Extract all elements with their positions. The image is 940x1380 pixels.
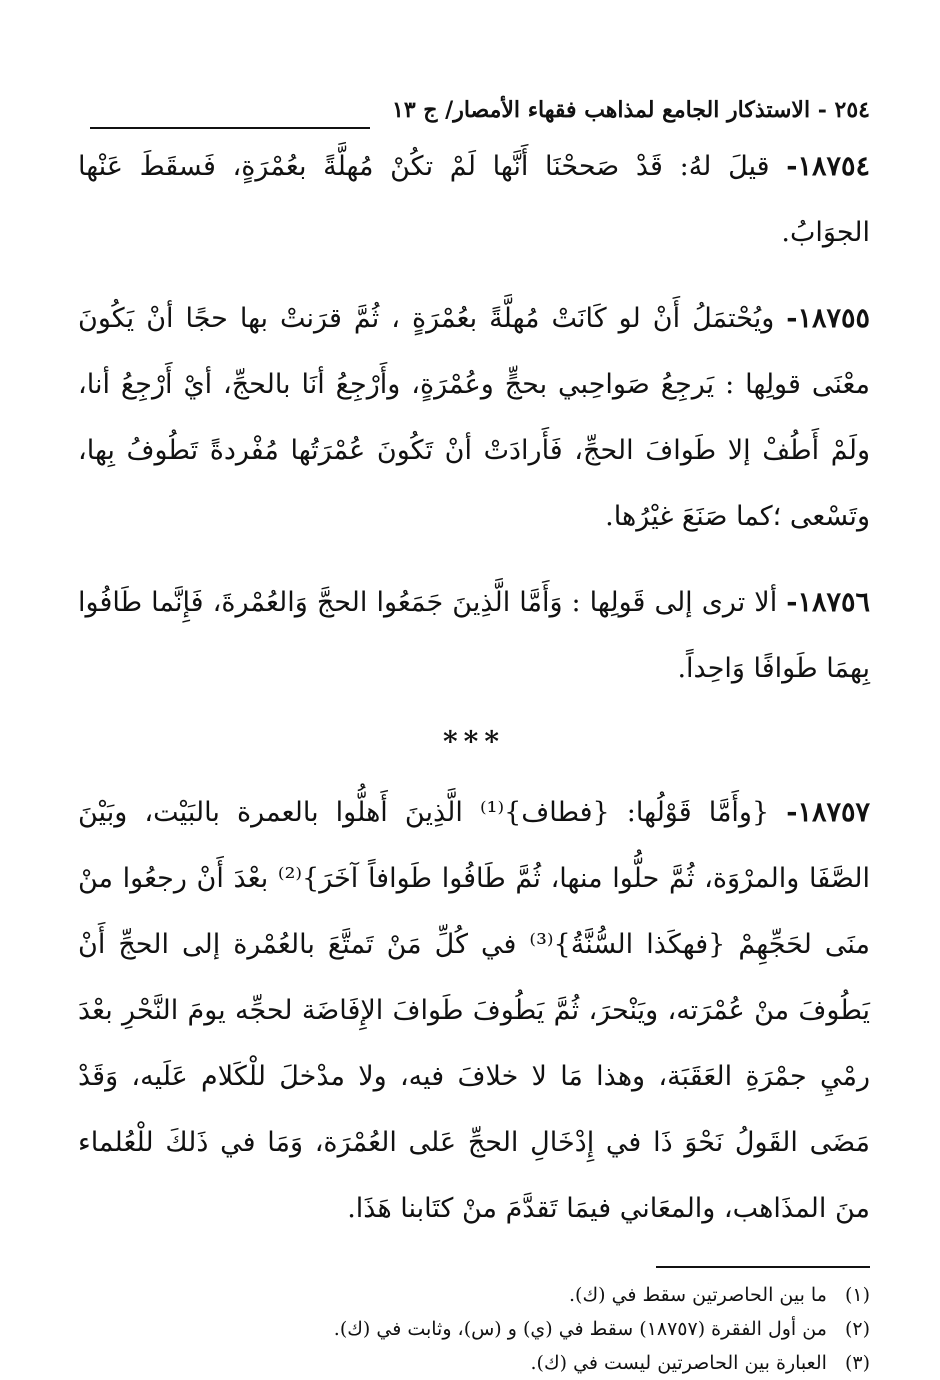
page: [78, 88, 870, 1374]
footnote-number: (٢): [844, 1318, 870, 1340]
paragraph-number: ١٨٧٥٤-: [786, 151, 870, 182]
running-header: [78, 88, 870, 134]
paragraph-text: {وأَمَّا قَوْلُها: {فطاف}⁽¹⁾ الَّذِينَ أَهلُّوا بالعمرة بالبَيْت، وبَيْنَ الصَّفَا والمرْوَة، ثُمَّ حلُّوا منها، ثُمَّ طَافُوا طَوافاً آخَرَ}⁽²⁾ بعْدَ أَنْ رجعُوا منْ منَى لحَجِّهِمْ {فهكَذا السُّنَّةُ}⁽³⁾ في كُلِّ مَنْ تَمتَّعَ بالعُمْرة إلى الحجِّ أَنْ يَطُوفَ منْ عُمْرَته، ويَنْحرَ، ثُمَّ يَطُوفَ طَوافَ الإِفَاضَة لحجِّه يومَ النَّحْرِ بعْدَ رمْيِ جمْرَةِ العَقَبَة، وهذا مَا لا خلافَ فيه، ولا مدْخلَ للْكَلام عَلَيه، وَقَدْ مَضَى القَولُ نَحْوَ ذَا في إِدْخَالِ الحجِّ عَلى العُمْرَة، وَمَا في ذَلكَ للْعُلماء منَ المذَاهب، والمعَاني فيمَا تَقدَّمَ منْ كتَابنا هَذَا.: [78, 797, 870, 1224]
header-title: ٢٥٤ - الاستذكار الجامع لمذاهب فقهاء الأمصار/ ج ١٣: [392, 97, 870, 123]
paragraph-number: ١٨٧٥٦-: [786, 587, 870, 618]
paragraph-text: ويُحْتمَلُ أَنْ لو كَانَتْ مُهلَّةً بعُمْرَةٍ ، ثُمَّ قرَنتْ بها حجًا أنْ يَكُونَ معْنَى قولِها : يَرجِعُ صَواحِبي بحجٍّ وعُمْرَةٍ، وأَرْجِعُ أنَا بالحجِّ، أيْ أَرْجِعُ أنا، ولَمْ أَطُفْ إلا طَوافَ الحجِّ، فَأَرادَتْ أنْ تَكُونَ عُمْرَتُها مُفْردةً تَطُوفُ بِها، وتَسْعى ؛كما صَنَعَ غيْرُها.: [78, 303, 870, 532]
section-separator: ***: [443, 725, 505, 758]
footnote-2: [78, 1312, 870, 1346]
footnote-number: (١): [844, 1284, 870, 1306]
paragraph-18756: [78, 570, 870, 702]
paragraph-18754: [78, 134, 870, 266]
footnotes: [78, 1278, 870, 1380]
paragraph-18757: [78, 780, 870, 1242]
footnotes-divider: [656, 1266, 870, 1268]
footnote-number: (٣): [844, 1352, 870, 1374]
paragraph-text: ألا ترى إلى قَولِها : وَأَمَّا الَّذِينَ جَمَعُوا الحجَّ وَالعُمْرةَ، فَإِنَّما طَافُوا بِهمَا طَوافًا وَاحِداً.: [78, 587, 870, 684]
footnote-text: من أول الفقرة (١٨٧٥٧) سقط في (ي) و (س)، وثابت في (ك).: [333, 1318, 827, 1340]
footnotes-divider-wrap: [78, 1262, 870, 1278]
paragraph-18755: [78, 286, 870, 550]
footnote-3: [78, 1346, 870, 1380]
footnote-1: [78, 1278, 870, 1312]
paragraph-number: ١٨٧٥٧-: [786, 797, 870, 828]
paragraph-number: ١٨٧٥٥-: [786, 303, 870, 334]
header-rule: [90, 127, 370, 129]
paragraph-text: قيلَ لهُ: قَدْ صَححْنَا أَنَّها لَمْ تكُنْ مُهلَّةً بعُمْرَةٍ، فَسقَطَ عَنْها الجوَابُ.: [78, 151, 870, 248]
footnote-text: العبارة بين الحاصرتين ليست في (ك).: [530, 1352, 827, 1374]
footnote-text: ما بين الحاصرتين سقط في (ك).: [569, 1284, 827, 1306]
